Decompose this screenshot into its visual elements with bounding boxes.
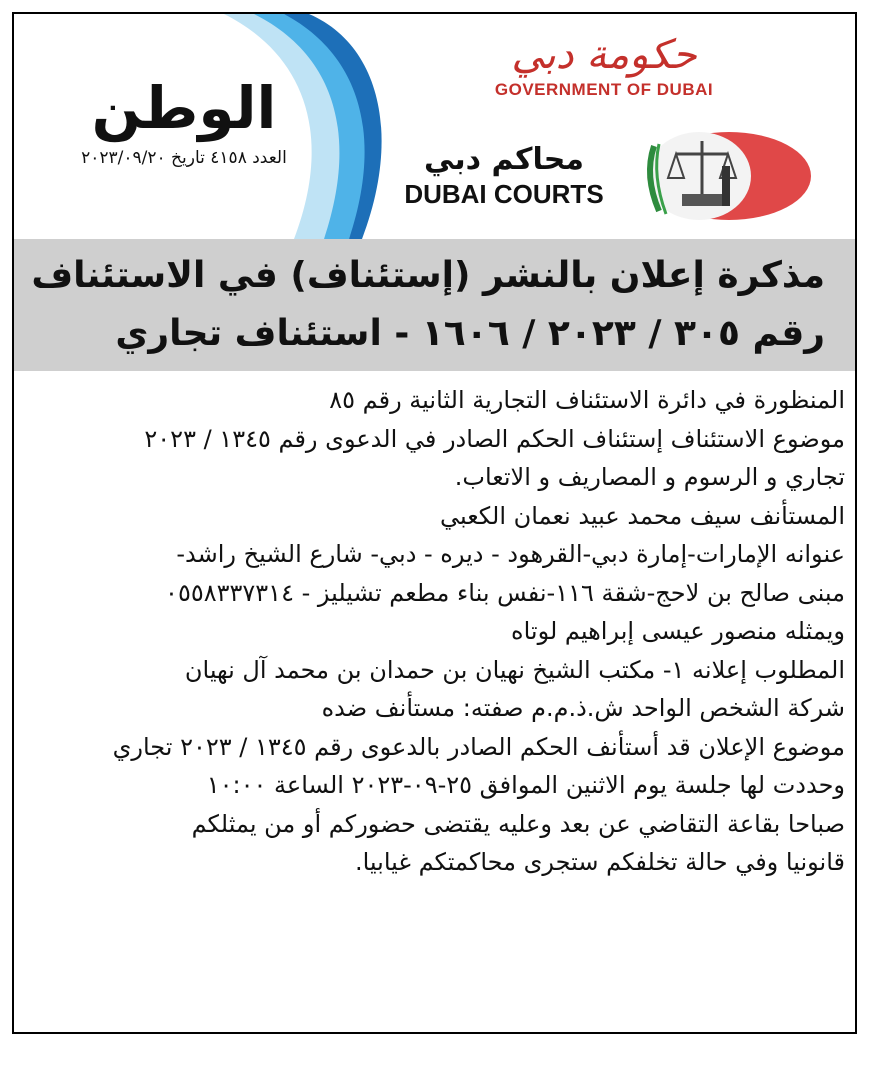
notice-frame bbox=[12, 12, 857, 1034]
body-line: مبنى صالح بن لاحج-شقة ١١٦-نفس بناء مطعم تشيليز - ٠٥٥٨٣٣٧٣١٤ bbox=[165, 578, 845, 607]
body-line: عنوانه الإمارات-إمارة دبي-القرهود - ديره - دبي- شارع الشيخ راشد- bbox=[176, 540, 845, 568]
body-line: صباحا بقاعة التقاضي عن بعد وعليه يقتضى حضوركم أو من يمثلكم bbox=[191, 809, 845, 838]
courts-name-english: DUBAI COURTS bbox=[404, 179, 604, 209]
body-line: المنظورة في دائرة الاستئناف التجارية الثانية رقم ٨٥ bbox=[329, 386, 845, 414]
body-line: ويمثله منصور عيسى إبراهيم لوتاه bbox=[511, 617, 845, 645]
body-line: موضوع الاستئناف إستئناف الحكم الصادر في الدعوى رقم ١٣٤٥ / ٢٠٢٣ bbox=[144, 424, 845, 453]
notice-body bbox=[26, 381, 845, 882]
courts-logo-text bbox=[394, 142, 614, 210]
newspaper-masthead bbox=[54, 74, 314, 168]
government-name-arabic: حكومة دبي bbox=[511, 32, 697, 78]
body-line: وحددت لها جلسة يوم الاثنين الموافق ٢٥-٠٩-٢٠٢٣ الساعة ١٠:٠٠ bbox=[206, 771, 845, 799]
courts-name-arabic: محاكم دبي bbox=[424, 142, 584, 177]
notice-header bbox=[14, 14, 855, 239]
notice-title-line-2: رقم ٣٠٥ / ٢٠٢٣ / ١٦٠٦ - استئناف تجاري bbox=[115, 313, 825, 354]
body-line: قانونيا وفي حالة تخلفكم ستجرى محاكمتكم غيابيا. bbox=[354, 848, 845, 876]
body-line: موضوع الإعلان قد أستأنف الحكم الصادر بالدعوى رقم ١٣٤٥ / ٢٠٢٣ تجاري bbox=[112, 732, 845, 761]
government-logo bbox=[464, 32, 744, 100]
issue-line: العدد ٤١٥٨ تاريخ ٢٠٢٣/٠٩/٢٠ bbox=[81, 148, 287, 168]
body-line: تجاري و الرسوم و المصاريف و الاتعاب. bbox=[454, 463, 845, 491]
notice-title-band bbox=[14, 239, 855, 371]
newspaper-name: الوطن bbox=[91, 74, 277, 142]
scales-of-justice-emblem-icon bbox=[624, 126, 814, 226]
government-name-english: GOVERNMENT OF DUBAI bbox=[494, 80, 714, 99]
body-line: شركة الشخص الواحد ش.ذ.م.م صفته: مستأنف ضده bbox=[321, 694, 845, 722]
body-line: المستأنف سيف محمد عبيد نعمان الكعبي bbox=[439, 501, 845, 530]
body-line: المطلوب إعلانه ١- مكتب الشيخ نهيان بن حمدان بن محمد آل نهيان bbox=[184, 655, 845, 684]
notice-title-line-1: مذكرة إعلان بالنشر (إستئناف) في الاستئناف bbox=[31, 255, 825, 296]
